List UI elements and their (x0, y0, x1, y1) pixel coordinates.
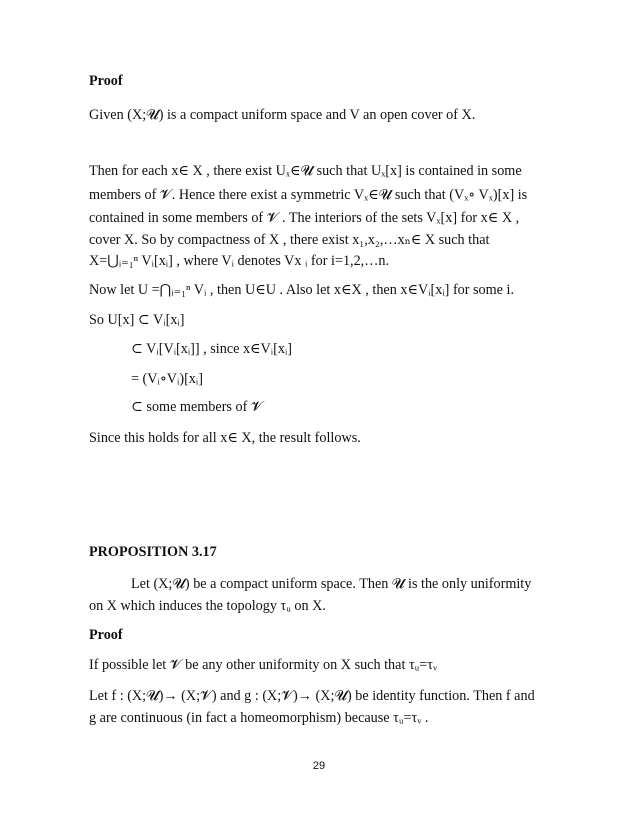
proof-line-1: Then for each x∈ X , there exist Uₓ∈𝓤 such that Uₓ[x] is contained in some (89, 163, 522, 179)
chain-line-3: = (Vᵢ∘Vᵢ)[xᵢ] (131, 371, 203, 387)
proof2-line-2: Let f : (X;𝓤)→ (X;𝓥) and g : (X;𝓥)→ (X;𝓤) be identity function. Then f and (89, 688, 535, 704)
proof-line-3: contained in some members of 𝓥 . The interiors of the sets Vₓ[x] for x∈ X , (89, 210, 520, 226)
proposition-line-2: on X which induces the topology τᵤ on X. (89, 598, 326, 614)
proposition-line-1: Let (X;𝓤) be a compact uniform space. Then 𝓤 is the only uniformity (131, 576, 532, 592)
proof-line-5: X=⋃ᵢ₌₁ⁿ Vᵢ[xᵢ] , where Vᵢ denotes Vx ᵢ for i=1,2,…n. (89, 253, 390, 269)
proof-heading: Proof (89, 73, 123, 89)
proof2-line-3: g are continuous (in fact a homeomorphism) because τᵤ=τᵥ . (89, 710, 429, 726)
proof-line-6: Now let U =⋂ᵢ₌₁ⁿ Vᵢ , then U∈U . Also let x∈X , then x∈Vᵢ[xᵢ] for some i. (89, 282, 515, 298)
proof2-heading: Proof (89, 627, 123, 643)
proof-line-2: members of 𝓥. Hence there exist a symmetric Vₓ∈𝓤 such that (Vₓ∘ Vₓ)[x] is (89, 187, 528, 203)
proposition-heading: PROPOSITION 3.17 (89, 544, 217, 560)
chain-line-4: ⊂ some members of 𝓥 (131, 399, 263, 415)
conclusion-line: Since this holds for all x∈ X, the result follows. (89, 430, 361, 446)
chain-line-1: So U[x] ⊂ Vᵢ[xᵢ] (89, 312, 185, 328)
proof-line-4: cover X. So by compactness of X , there exist x₁,x₂,…xₙ∈ X such that (89, 232, 490, 248)
chain-line-2: ⊂ Vᵢ[Vᵢ[xᵢ]] , since x∈Vᵢ[xᵢ] (131, 341, 292, 357)
proof2-line-1: If possible let 𝓥 be any other uniformity on X such that τᵤ=τᵥ (89, 657, 438, 673)
page-number: 29 (312, 760, 326, 772)
given-line: Given (X;𝓤) is a compact uniform space and V an open cover of X. (89, 107, 476, 123)
